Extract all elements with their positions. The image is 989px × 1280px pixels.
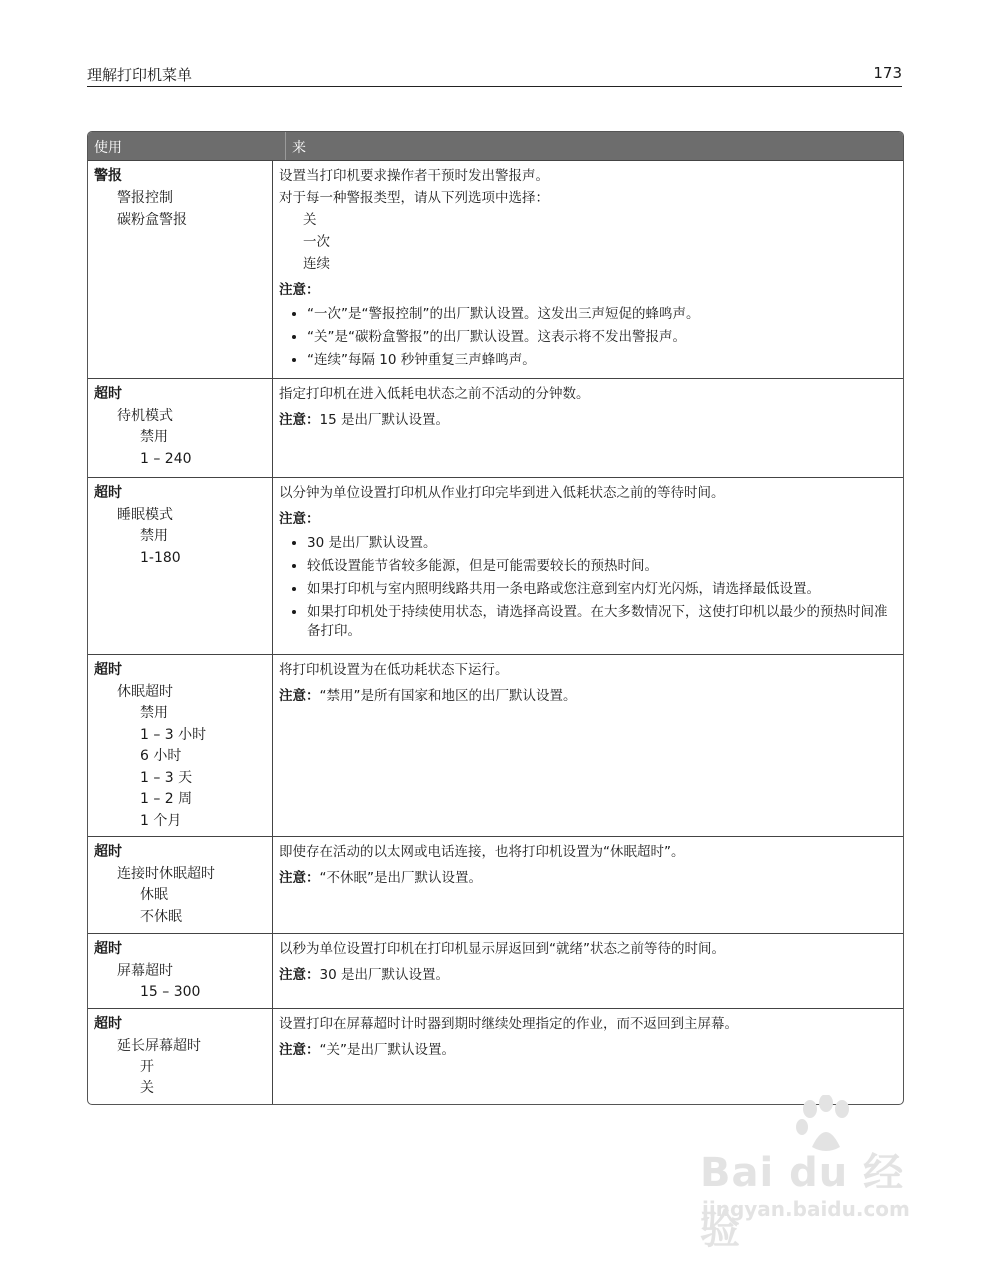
- description-cell: [273, 837, 903, 933]
- note-list: [279, 534, 897, 641]
- setting-category: 警报: [94, 168, 122, 184]
- note-bullet: • 较低设置能节省较多能源，但是可能需要较长的预热时间。: [307, 557, 897, 576]
- setting-value: 1 – 3 天: [140, 769, 193, 786]
- column-header-to: 来: [292, 140, 306, 156]
- setting-value: 关: [140, 1080, 154, 1096]
- option-item: 一次: [303, 234, 330, 250]
- note-label: 注意：: [279, 967, 320, 983]
- column-header-use: 使用: [88, 132, 286, 160]
- note-text: “不休眠”是出厂默认设置。: [319, 870, 482, 886]
- page-header: [87, 62, 902, 87]
- note-text: “关”是出厂默认设置。: [319, 1041, 455, 1058]
- table-row: [88, 836, 903, 933]
- note-text: 15 是出厂默认设置。: [319, 412, 449, 428]
- note-text: 30 是出厂默认设置。: [319, 967, 449, 983]
- setting-value: 1 – 240: [140, 450, 192, 467]
- watermark-url: jingyan.baidu.com: [702, 1197, 910, 1221]
- setting-category: 超时: [94, 662, 122, 678]
- table-header: [88, 132, 903, 160]
- description-text: 对于每一种警报类型，请从下列选项中选择：: [279, 190, 549, 206]
- table-row: [88, 933, 903, 1008]
- setting-name: 睡眠模式: [117, 507, 173, 523]
- table-body: [88, 160, 903, 1104]
- description-cell: [273, 655, 903, 836]
- baidu-jingyan-watermark: [700, 1135, 930, 1253]
- note-bullet: • “连续”每隔 10 秒钟重复三声蜂鸣声。: [307, 351, 897, 370]
- setting-cell: [88, 1009, 273, 1104]
- table-row: [88, 477, 903, 654]
- watermark-text: Bai du 经验: [700, 1150, 905, 1253]
- note-label: 注意：: [279, 511, 320, 527]
- setting-name: 连接时休眠超时: [117, 866, 215, 882]
- note-label: 注意：: [279, 412, 320, 428]
- description-text: 以分钟为单位设置打印机从作业打印完毕到进入低耗状态之前的等待时间。: [279, 485, 725, 501]
- note-label: 注意：: [279, 688, 320, 704]
- note-line: [279, 964, 897, 986]
- description-cell: [273, 161, 903, 378]
- table-row: [88, 654, 903, 836]
- page-title: 理解打印机菜单: [87, 66, 193, 84]
- note-line: [279, 1039, 897, 1061]
- setting-cell: [88, 934, 273, 1008]
- note-bullet: • 如果打印机处于持续使用状态，请选择高设置。在大多数情况下，这使打印机以最少的预热时间准备打印。: [307, 603, 897, 641]
- setting-value: 1-180: [140, 549, 181, 566]
- description-cell: [273, 934, 903, 1008]
- setting-value: 禁用: [140, 705, 168, 721]
- setting-value: 休眠: [140, 887, 168, 903]
- setting-value: 1 – 3 小时: [140, 726, 207, 743]
- note-text: “禁用”是所有国家和地区的出厂默认设置。: [319, 688, 577, 704]
- setting-cell: [88, 655, 273, 836]
- setting-category: 超时: [94, 485, 122, 501]
- note-label: 注意：: [279, 870, 320, 886]
- setting-value: 禁用: [140, 429, 168, 445]
- setting-cell: [88, 379, 273, 477]
- description-cell: [273, 1009, 903, 1104]
- note-bullet: • “关”是“碳粉盒警报”的出厂默认设置。这表示将不发出警报声。: [307, 328, 897, 347]
- note-line: [279, 685, 897, 707]
- table-row: [88, 1008, 903, 1104]
- note-bullet: • 30 是出厂默认设置。: [307, 534, 897, 553]
- setting-category: 超时: [94, 1015, 122, 1032]
- note-label: 注意：: [279, 1041, 320, 1058]
- setting-category: 超时: [94, 386, 122, 402]
- description-text: 将打印机设置为在低功耗状态下运行。: [279, 662, 509, 678]
- option-item: 连续: [303, 256, 330, 272]
- table-row: [88, 378, 903, 477]
- description-text: 以秒为单位设置打印机在打印机显示屏返回到“就绪”状态之前等待的时间。: [279, 941, 725, 957]
- setting-name: 待机模式: [117, 408, 173, 424]
- setting-value: 15 – 300: [140, 984, 201, 1000]
- setting-name: 警报控制: [117, 190, 173, 206]
- setting-name: 休眠超时: [117, 684, 173, 700]
- note-bullet: • “一次”是“警报控制”的出厂默认设置。这发出三声短促的蜂鸣声。: [307, 305, 897, 324]
- setting-category: 超时: [94, 844, 122, 860]
- setting-value: 1 个月: [140, 812, 182, 829]
- description-cell: [273, 379, 903, 477]
- setting-value: 1 – 2 周: [140, 791, 193, 807]
- note-bullet: • 如果打印机与室内照明线路共用一条电路或您注意到室内灯光闪烁，请选择最低设置。: [307, 580, 897, 599]
- note-label: 注意：: [279, 282, 320, 298]
- setting-value: 禁用: [140, 528, 168, 544]
- note-line: [279, 409, 897, 431]
- note-list: [279, 305, 897, 370]
- setting-cell: [88, 161, 273, 378]
- description-text: 指定打印机在进入低耗电状态之前不活动的分钟数。: [279, 386, 590, 402]
- setting-value: 6 小时: [140, 748, 182, 764]
- setting-category: 超时: [94, 941, 122, 957]
- table-row: [88, 160, 903, 378]
- setting-cell: [88, 837, 273, 933]
- description-cell: [273, 478, 903, 654]
- setting-name: 碳粉盒警报: [117, 212, 187, 228]
- setting-value: 不休眠: [140, 908, 182, 925]
- note-line: [279, 867, 897, 889]
- menu-table: [87, 131, 904, 1105]
- setting-cell: [88, 478, 273, 654]
- description-text: 设置打印在屏幕超时计时器到期时继续处理指定的作业，而不返回到主屏幕。: [279, 1015, 738, 1032]
- description-text: 设置当打印机要求操作者干预时发出警报声。: [279, 168, 549, 184]
- description-text: 即使存在活动的以太网或电话连接，也将打印机设置为“休眠超时”。: [279, 844, 685, 860]
- setting-name: 延长屏幕超时: [117, 1037, 201, 1054]
- page-number: 173: [873, 64, 902, 82]
- option-item: 关: [303, 212, 317, 228]
- setting-value: 开: [140, 1058, 154, 1075]
- setting-name: 屏幕超时: [117, 963, 173, 979]
